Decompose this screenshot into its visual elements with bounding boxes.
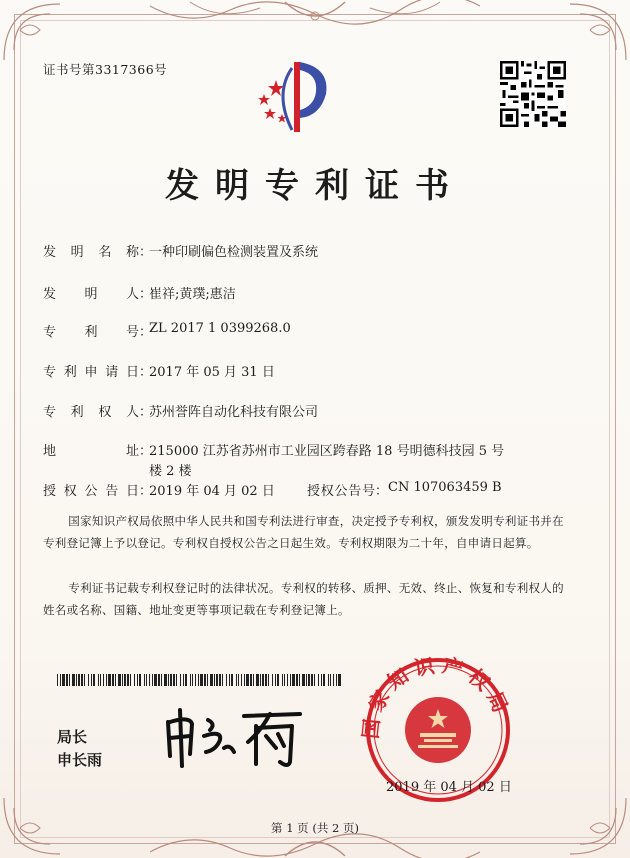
statement-paragraph-1: 国家知识产权局依照中华人民共和国专利法进行审查，决定授予专利权，颁发发明专利证书并在专利登记簿上予以登记。专利权自授权公告之日起生效。专利权期限为二十年，自申请日起算。 — [43, 514, 564, 550]
field-value: 2019 年 04 月 02 日 — [149, 484, 275, 499]
field-label: 专利权人 — [43, 405, 139, 420]
field-patentee: 专利权人 ： 苏州誉阵自动化科技有限公司 — [43, 401, 318, 420]
top-ornament — [150, 0, 480, 30]
field-grant-announcement-number: 授权公告号 ： CN 107063459 B — [307, 480, 502, 499]
field-label: 专利申请日 — [43, 365, 139, 380]
seal-date: 2019 年 04 月 02 日 — [386, 780, 512, 795]
qr-code-icon — [500, 61, 566, 127]
director-title: 局长 — [57, 728, 88, 746]
field-label: 地址 — [43, 444, 139, 459]
field-address-line2: 楼 2 楼 — [149, 464, 192, 479]
director-name: 申长雨 — [57, 751, 103, 769]
barcode-icon — [57, 674, 342, 686]
cnipa-logo-icon — [252, 58, 332, 136]
field-value: 一种印刷偏色检测装置及系统 — [149, 245, 319, 260]
field-label: 授权公告日 — [43, 484, 139, 499]
field-label: 发明名称 — [43, 245, 139, 260]
corner-ornament-top-right — [560, 0, 630, 70]
page-number: 第 1 页 (共 2 页) — [271, 821, 359, 835]
field-value: 2017 年 05 月 31 日 — [149, 365, 275, 380]
field-value: CN 107063459 B — [388, 480, 502, 495]
field-invention-name: 发明名称 ： 一种印刷偏色检测装置及系统 — [43, 241, 318, 260]
inner-border — [20, 20, 610, 838]
field-label: 专利号 — [43, 325, 139, 340]
field-address: 地址 ： 215000 江苏省苏州市工业园区跨春路 18 号明德科技园 5 号 — [43, 440, 504, 459]
field-grant-announcement-date: 授权公告日 ： 2019 年 04 月 02 日 — [43, 480, 275, 499]
field-patent-number: 专利号 ： ZL 2017 1 0399268.0 — [43, 321, 291, 340]
field-value: 215000 江苏省苏州市工业园区跨春路 18 号明德科技园 5 号 — [149, 444, 505, 459]
field-value: ZL 2017 1 0399268.0 — [149, 321, 291, 336]
certificate-number: 证书号第3317366号 — [43, 62, 168, 77]
field-value: 苏州誉阵自动化科技有限公司 — [149, 405, 319, 420]
statement-paragraph-2: 专利证书记载专利权登记时的法律状况。专利权的转移、质押、无效、终止、恢复和专利权人的姓名或名称、国籍、地址变更等事项记载在专利登记簿上。 — [43, 581, 564, 617]
certificate-title: 发明专利证书 — [165, 166, 465, 206]
field-filing-date: 专利申请日 ： 2017 年 05 月 31 日 — [43, 361, 275, 380]
field-inventors: 发明人 ： 崔祥;黄璞;惠洁 — [43, 283, 236, 302]
field-label: 授权公告号 — [307, 484, 375, 499]
field-label: 发明人 — [43, 287, 139, 302]
director-signature — [160, 700, 310, 770]
seal-text: 国家知识产权局 — [358, 653, 516, 740]
field-value: 崔祥;黄璞;惠洁 — [149, 287, 236, 302]
